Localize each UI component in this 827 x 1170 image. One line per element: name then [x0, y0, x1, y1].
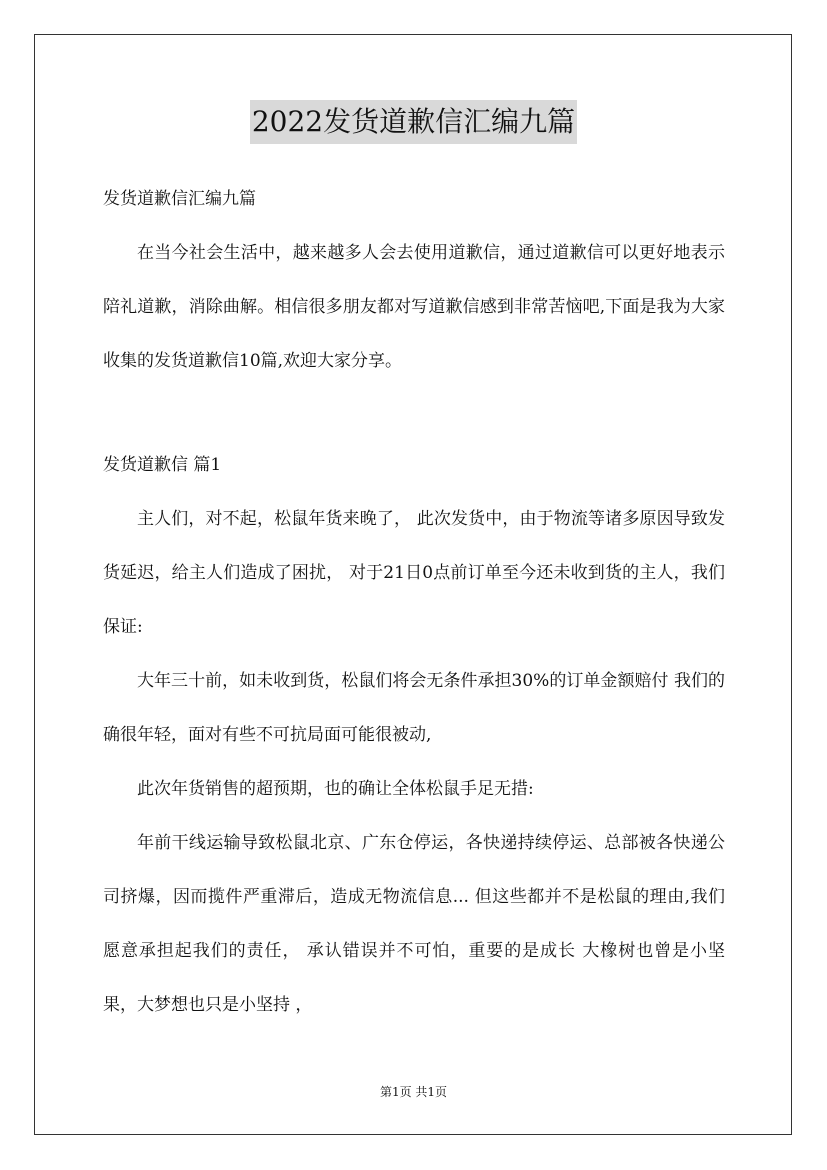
body-paragraph-1: 主人们，对不起，松鼠年货来晚了， 此次发货中，由于物流等诸多原因导致发货延迟，给主人们造成了困扰， 对于21日0点前订单至今还未收到货的主人，我们保证: [103, 509, 725, 637]
title-container [0, 100, 827, 144]
body-paragraph-3: 此次年货销售的超预期，也的确让全体松鼠手足无措: [137, 779, 534, 799]
body-paragraph-4: 年前干线运输导致松鼠北京、广东仓停运，各快递持续停运、总部被各快递公司挤爆，因而揽件严重滞后，造成无物流信息... 但这些都并不是松鼠的理由,我们愿意承担起我们的责任， 承认错误并不可怕，重要的是成长 大橡树也曾是小坚果，大梦想也只是小坚持 ， [103, 833, 725, 1015]
section-heading: 发货道歉信 篇1 [103, 455, 222, 475]
page-footer: 第1页 共1页 [379, 1085, 448, 1099]
document-body [103, 172, 725, 1032]
document-title: 2022发货道歉信汇编九篇 [250, 100, 577, 144]
intro-paragraph: 在当今社会生活中，越来越多人会去使用道歉信，通过道歉信可以更好地表示陪礼道歉，消除曲解。相信很多朋友都对写道歉信感到非常苦恼吧,下面是我为大家收集的发货道歉信10篇,欢迎大家分享。 [103, 243, 725, 371]
document-subtitle: 发货道歉信汇编九篇 [103, 189, 256, 209]
section-spacer [103, 388, 725, 438]
body-paragraph-2: 大年三十前，如未收到货，松鼠们将会无条件承担30%的订单金额赔付 我们的确很年轻，面对有些不可抗局面可能很被动, [103, 671, 725, 745]
